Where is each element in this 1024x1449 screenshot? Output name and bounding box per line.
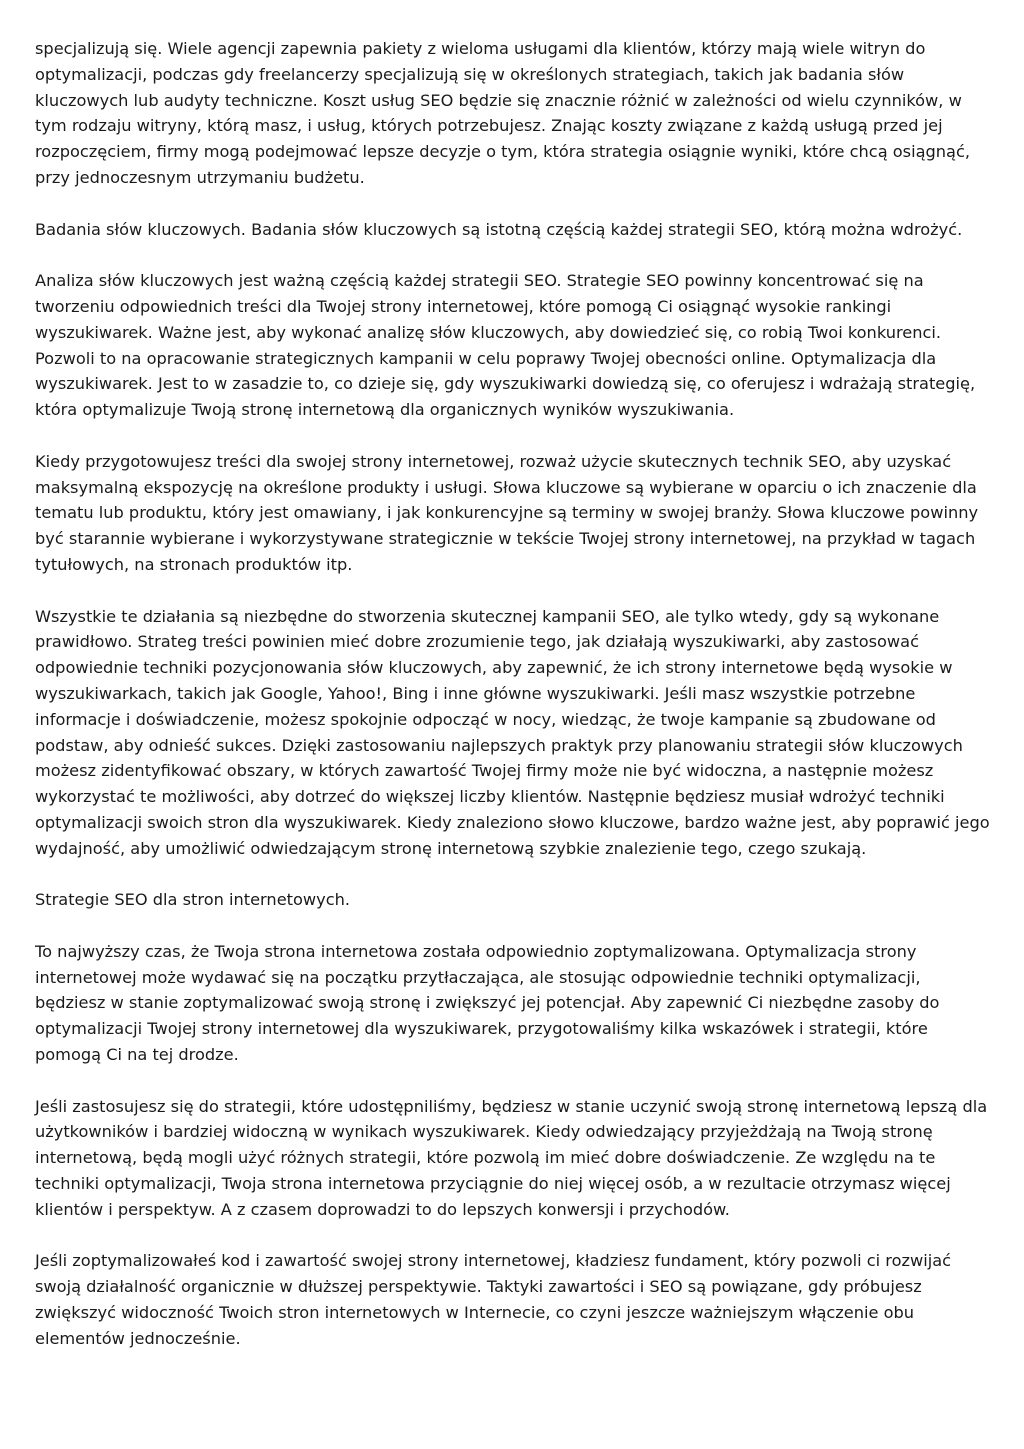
paragraph-content-preparation: Kiedy przygotowujesz treści dla swojej strony internetowej, rozważ użycie skutecznych technik SEO, aby uzyskać maksymalną ekspozycję na określone produkty i usługi. Słowa kluczowe są wybierane w oparciu o ich znaczenie dla tematu lub produktu, który jest omawiany, i jak konkurencyjne są terminy w swojej branży. Słowa kluczowe powinny być starannie wybierane i wykorzystywane strategicznie w tekście Twojej strony internetowej, na przykład w tagach tytułowych, na stronach produktów itp. [35, 451, 979, 574]
paragraph-code-and-content: Jeśli zoptymalizowałeś kod i zawartość swojej strony internetowej, kładziesz fundament, który pozwoli ci rozwijać swoją działalność organicznie w dłuższej perspektywie. Taktyki zawartości i SEO są powiązane, gdy próbujesz zwiększyć widoczność Twoich stron internetowych w Internecie, co czyni jeszcze ważniejszym włączenie obu elementów jednocześnie. [35, 1251, 952, 1348]
paragraph-section-heading: Strategie SEO dla stron internetowych. [35, 890, 351, 910]
paragraph-strategy-benefits: Jeśli zastosujesz się do strategii, które udostępniliśmy, będziesz w stanie uczynić swoją stronę internetową lepszą dla użytkowników i bardziej widoczną w wynikach wyszukiwarek. Kiedy odwiedzający przyjeżdżają na Twoją stronę internetową, będą mogli użyć różnych strategii, które pozwolą im mieć dobre doświadczenie. Ze względu na te techniki optymalizacji, Twoja strona internetowa przyciągnie do niej więcej osób, a w rezultacie otrzymasz więcej klientów i perspektyw. A z czasem doprowadzi to do lepszych konwersji i przychodów. [35, 1096, 988, 1219]
paragraph-keyword-research: Badania słów kluczowych. Badania słów kluczowych są istotną częścią każdej strategii SEO, którą można wdrożyć. [35, 219, 963, 239]
document-page [35, 36, 993, 1377]
paragraph-website-optimization: To najwyższy czas, że Twoja strona internetowa została odpowiednio zoptymalizowana. Optymalizacja strony internetowej może wydawać się na początku przytłaczająca, ale stosując odpowiednie techniki optymalizacji, będziesz w stanie zoptymalizować swoją stronę i zwiększyć jej potencjał. Aby zapewnić Ci niezbędne zasoby do optymalizacji Twojej strony internetowej dla wyszukiwarek, przygotowaliśmy kilka wskazówek i strategii, które pomogą Ci na tej drodze. [35, 941, 940, 1065]
paragraph-campaign-activities: Wszystkie te działania są niezbędne do stworzenia skutecznej kampanii SEO, ale tylko wtedy, gdy są wykonane prawidłowo. Strateg treści powinien mieć dobre zrozumienie tego, jak działają wyszukiwarki, aby zastosować odpowiednie techniki pozycjonowania słów kluczowych, aby zapewnić, że ich strony internetowe będą wysokie w wyszukiwarkach, takich jak Google, Yahoo!, Bing i inne główne wyszukiwarki. Jeśli masz wszystkie potrzebne informacje i doświadczenie, możesz spokojnie odpocząć w nocy, wiedząc, że twoje kampanie są zbudowane od podstaw, aby odnieść sukces. Dzięki zastosowaniu najlepszych praktyk przy planowaniu strategii słów kluczowych możesz zidentyfikować obszary, w których zawartość Twojej firmy może nie być widoczna, a następnie możesz wykorzystać te możliwości, aby dotrzeć do większej liczby klientów. Następnie będziesz musiał wdrożyć techniki optymalizacji swoich stron dla wyszukiwarek. Kiedy znaleziono słowo kluczowe, bardzo ważne jest, aby poprawić jego wydajność, aby umożliwić odwiedzającym stronę internetową szybkie znalezienie tego, czego szukają. [35, 606, 990, 858]
paragraph-keyword-analysis: Analiza słów kluczowych jest ważną częścią każdej strategii SEO. Strategie SEO powinny koncentrować się na tworzeniu odpowiednich treści dla Twojej strony internetowej, które pomogą Ci osiągnąć wysokie rankingi wyszukiwarek. Ważne jest, aby wykonać analizę słów kluczowych, aby dowiedzieć się, co robią Twoi konkurenci. Pozwoli to na opracowanie strategicznych kampanii w celu poprawy Twojej obecności online. Optymalizacja dla wyszukiwarek. Jest to w zasadzie to, co dzieje się, gdy wyszukiwarki dowiedzą się, co oferujesz i wdrażają strategię, która optymalizuje Twoją stronę internetową dla organicznych wyników wyszukiwania. [35, 271, 976, 420]
paragraph-seo-costs: specjalizują się. Wiele agencji zapewnia pakiety z wieloma usługami dla klientów, którzy mają wiele witryn do optymalizacji, podczas gdy freelancerzy specjalizują się w określonych strategiach, takich jak badania słów kluczowych lub audyty techniczne. Koszt usług SEO będzie się znacznie różnić w zależności od wielu czynników, w tym rodzaju witryny, którą masz, i usług, których potrzebujesz. Znając koszty związane z każdą usługą przed jej rozpoczęciem, firmy mogą podejmować lepsze decyzje o tym, która strategia osiągnie wyniki, które chcą osiągnąć, przy jednoczesnym utrzymaniu budżetu. [35, 39, 971, 187]
